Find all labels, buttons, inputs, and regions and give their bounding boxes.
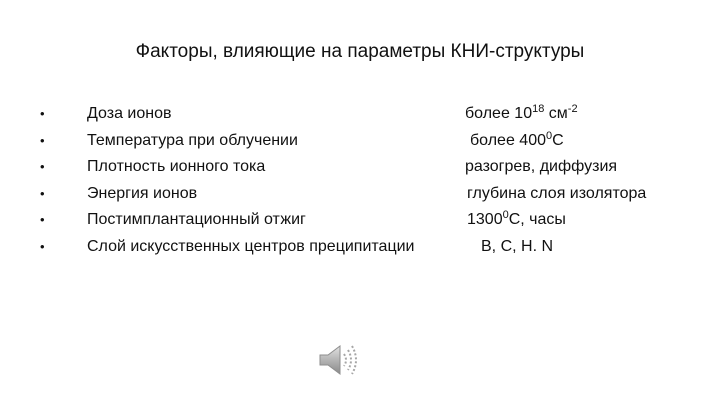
bullet: • [40, 238, 45, 254]
factor-effect: более $400^0С$ [470, 129, 564, 149]
list-item [0, 237, 720, 264]
list-item [0, 104, 720, 131]
factor-list [0, 104, 720, 263]
list-item [0, 210, 720, 237]
factor-label: Температура при облучении [87, 131, 298, 149]
factor-effect: разогрев, диффузия [465, 158, 618, 175]
factor-label: Энергия ионов [87, 184, 198, 202]
factor-effect: более $10^{18}$ $см^{-2}$ [465, 103, 578, 122]
bullet: • [40, 185, 45, 201]
slide-title: Факторы, влияющие на параметры КНИ-структуры [135, 41, 585, 62]
factor-label: Доза ионов [87, 105, 172, 122]
bullet: • [40, 212, 45, 227]
speaker-icon[interactable] [316, 341, 364, 379]
bullet: • [40, 159, 45, 174]
bullet: • [40, 106, 45, 121]
factor-label: Постимплантационный отжиг [87, 211, 306, 228]
list-item [0, 184, 720, 211]
list-item [0, 131, 720, 158]
factor-effect: B, C, H. N [481, 237, 554, 255]
factor-effect: 1300$^0$С, часы [467, 209, 566, 228]
factor-label: Плотность ионного тока [87, 158, 266, 175]
factor-label: Слой искусственных центров преципитации [87, 237, 415, 255]
list-item [0, 157, 720, 184]
factor-effect: глубина слоя изолятора [467, 184, 647, 202]
bullet: • [40, 132, 45, 148]
